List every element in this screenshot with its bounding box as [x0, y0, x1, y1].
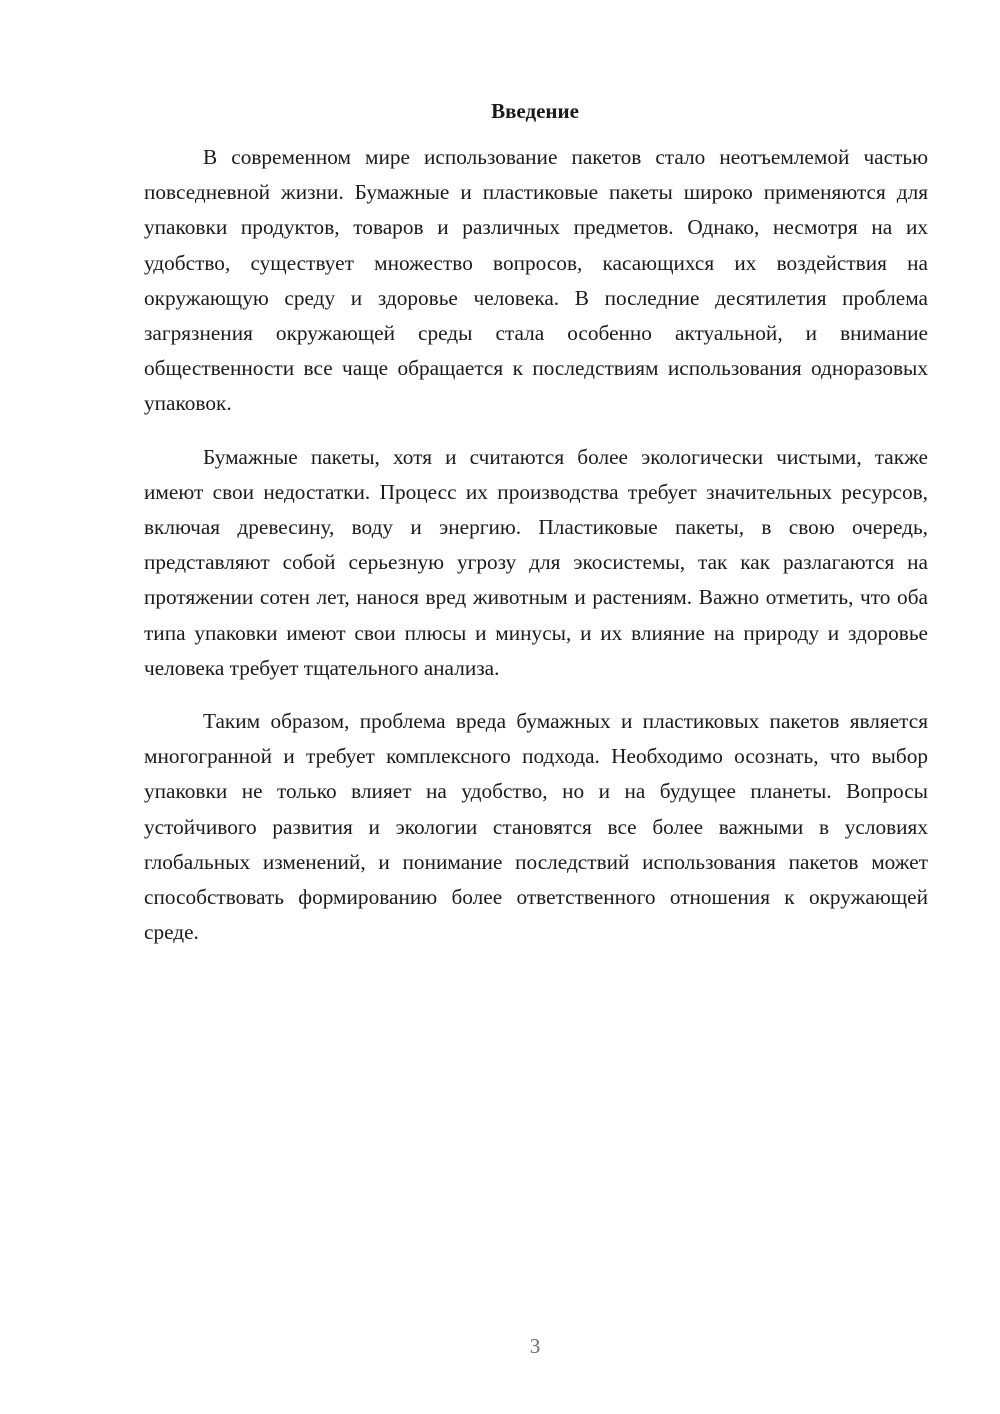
- page-number: 3: [529, 1334, 541, 1358]
- paragraph-1: В современном мире использование пакетов стало неотъемлемой частью повседневной жизни. Бумажные и пластиковые пакеты широко применяются для упаковки продуктов, товаров и различных предметов. Однако, несмотря на их удобство, существует множество вопросов, касающихся их воздействия на окружающую среду и здоровье человека. В последние десятилетия проблема загрязнения окружающей среды стала особенно актуальной, и внимание общественности все чаще обращается к последствиям использования одноразовых упаковок.: [144, 145, 928, 416]
- paragraph-3: Таким образом, проблема вреда бумажных и пластиковых пакетов является многогранной и требует комплексного подхода. Необходимо осознать, что выбор упаковки не только влияет на удобство, но и на будущее планеты. Вопросы устойчивого развития и экологии становятся все более важными в условиях глобальных изменений, и понимание последствий использования пакетов может способствовать формированию более ответственного отношения к окружающей среде.: [144, 709, 928, 945]
- document-body: [144, 140, 928, 968]
- paragraph-2: Бумажные пакеты, хотя и считаются более экологически чистыми, также имеют свои недостатки. Процесс их производства требует значительных ресурсов, включая древесину, воду и энергию. Пластиковые пакеты, в свою очередь, представляют собой серьезную угрозу для экосистемы, так как разлагаются на протяжении сотен лет, нанося вред животным и растениям. Важно отметить, что оба типа упаковки имеют свои плюсы и минусы, и их влияние на природу и здоровье человека требует тщательного анализа.: [144, 444, 928, 680]
- section-title: Введение: [491, 99, 579, 123]
